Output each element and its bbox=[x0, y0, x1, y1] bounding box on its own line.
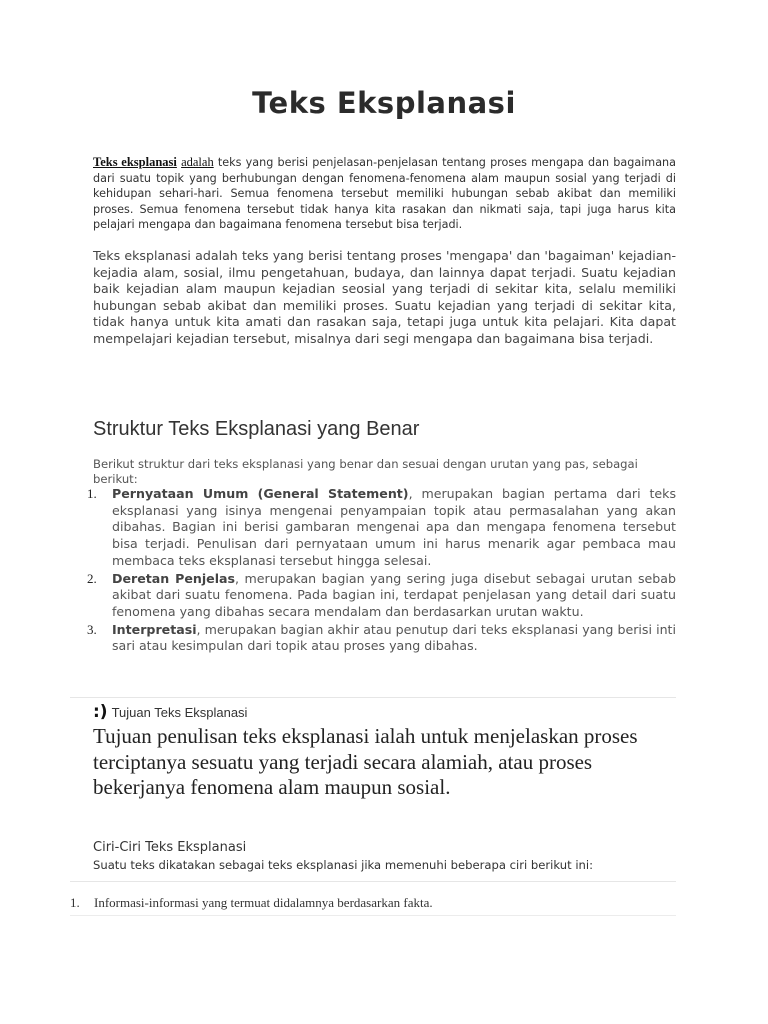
structure-item bbox=[70, 571, 676, 621]
second-paragraph: Teks eksplanasi adalah teks yang berisi tentang proses 'mengapa' dan 'bagaiman' kejadian-kejadia alam, sosial, ilmu pengetahuan, budaya, dan lainnya dapat terjadi. Suatu kejadian baik kejadian alam maupun kejadian seosial yang terjadi di sekitar kita, selalu memiliki hubungan sebab akibat dan memiliki proses. Suatu kejadian yang terjadi di sekitar kita, tidak hanya untuk kita amati dan rasakan saja, tetapi juga untuk kita pelajari. Kita dapat mempelajari kejadian tersebut, misalnya dari segi mengapa dan bagaimana bisa terjadi. bbox=[93, 248, 676, 346]
tujuan-heading-row bbox=[93, 702, 247, 722]
item-term: Deretan Penjelas bbox=[112, 570, 236, 586]
structure-intro: Berikut struktur dari teks eksplanasi yang benar dan sesuai dengan urutan yang pas, sebagai berikut: bbox=[93, 457, 638, 486]
ciri-item bbox=[70, 895, 433, 911]
smiley-icon: :) bbox=[93, 702, 108, 722]
lead-term: Teks eksplanasi bbox=[93, 155, 177, 169]
item-number: 1. bbox=[70, 895, 80, 910]
item-number: 2. bbox=[87, 570, 97, 586]
item-number: 3. bbox=[87, 621, 97, 637]
item-number: 1. bbox=[87, 486, 97, 501]
intro-text: teks yang berisi penjelasan-penjelasan tentang proses mengapa dan bagaimana dari suatu topik yang berhubungan dengan fenomena-fenomena alam maupun sosial yang terjadi di kehidupan sehari-hari. Semua fenomena tersebut memiliki hubungan sebab akibat dan memiliki proses. Semua fenomena tersebut tidak hanya kita rasakan dan nikmati saja, tapi juga harus kita pelajari mengapa dan bagaimana fenomena tersebut bisa terjadi. bbox=[93, 156, 677, 232]
lead-link[interactable]: adalah bbox=[181, 155, 214, 169]
divider bbox=[70, 915, 676, 916]
item-text: Informasi-informasi yang termuat didalamnya berdasarkan fakta. bbox=[94, 895, 433, 910]
ciri-intro: Suatu teks dikatakan sebagai teks eksplanasi jika memenuhi beberapa ciri berikut ini: bbox=[93, 858, 594, 872]
divider bbox=[70, 881, 676, 882]
intro-paragraph bbox=[93, 155, 676, 233]
ciri-list bbox=[70, 895, 433, 911]
item-text: , merupakan bagian yang sering juga disebut sebagai urutan sebab akibat dari suatu fenomena. Pada bagian ini, terdapat penjelasan yang detail dari suatu fenomena yang dibahas secara mendalam dan berdasarkan urutan waktu. bbox=[112, 570, 676, 619]
divider bbox=[70, 697, 676, 698]
page-title: Teks Eksplanasi bbox=[252, 86, 516, 120]
structure-list bbox=[70, 486, 676, 656]
item-text: , merupakan bagian akhir atau penutup dari teks eksplanasi yang berisi inti sari atau kesimpulan dari topik atau proses yang dibahas. bbox=[112, 621, 676, 654]
structure-item bbox=[70, 622, 676, 655]
item-text: , merupakan bagian pertama dari teks eksplanasi yang isinya mengenai penyampaian topik atau permasalahan yang akan dibahas. Bagian ini berisi gambaran mengenai apa dan mengapa fenomena tersebut bisa terjadi. Penulisan dari pernyataan umum ini harus menarik agar pembaca mau membaca teks eksplanasi tersebut hingga selesai. bbox=[112, 486, 677, 568]
structure-heading: Struktur Teks Eksplanasi yang Benar bbox=[93, 418, 420, 440]
ciri-heading: Ciri-Ciri Teks Eksplanasi bbox=[93, 840, 247, 855]
structure-item bbox=[70, 486, 676, 570]
tujuan-body: Tujuan penulisan teks eksplanasi ialah untuk menjelaskan proses terciptanya sesuatu yang terjadi secara alamiah, atau proses bekerjanya fenomena alam maupun sosial. bbox=[93, 724, 638, 799]
tujuan-heading: Tujuan Teks Eksplanasi bbox=[111, 705, 248, 720]
item-term: Pernyataan Umum (General Statement) bbox=[112, 486, 409, 501]
item-term: Interpretasi bbox=[112, 621, 197, 637]
